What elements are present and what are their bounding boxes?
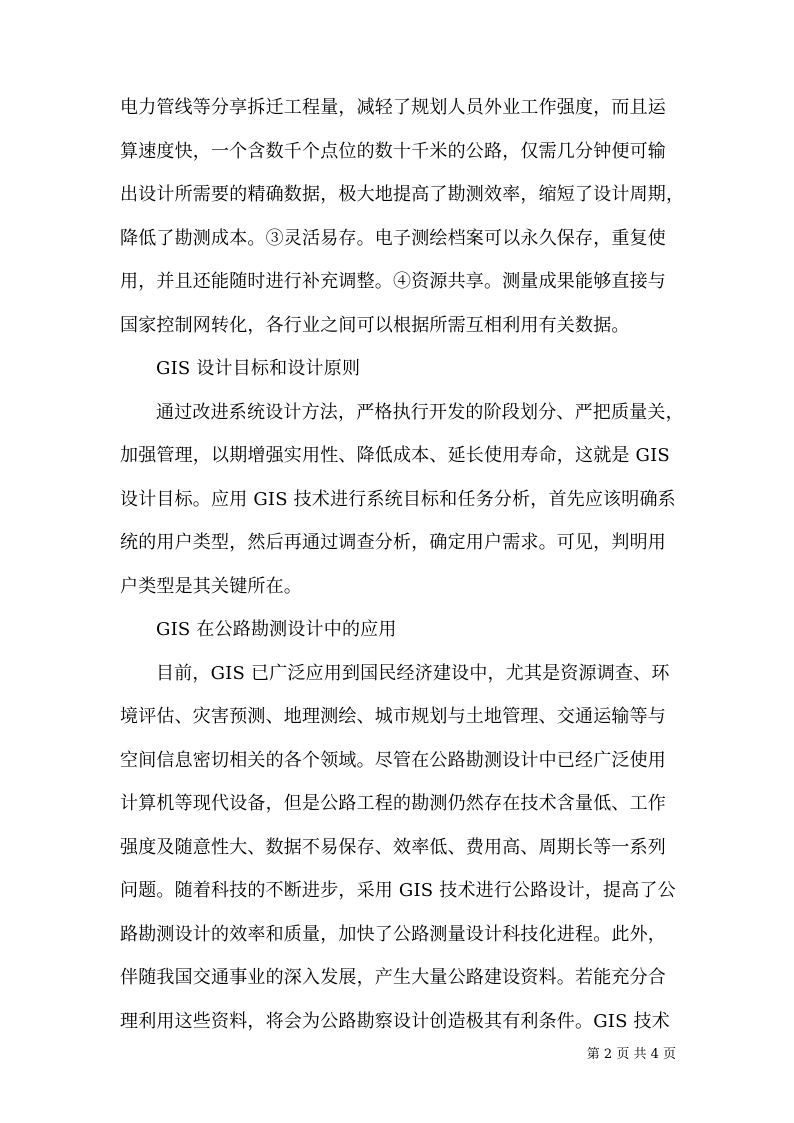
body-line-5: 用，并且还能随时进行补充调整。④资源共享。测量成果能够直接与 — [120, 271, 666, 292]
body-line-17: 计算机等现代设备，但是公路工程的勘测仍然存在技术含量低、工作 — [120, 793, 666, 814]
body-line-16: 空间信息密切相关的各个领域。尽管在公路勘测设计中已经广泛使用 — [120, 750, 666, 771]
body-line-15: 境评估、灾害预测、地理测绘、城市规划与土地管理、交通运输等与 — [120, 706, 666, 727]
body-line-6: 国家控制网转化，各行业之间可以根据所需互相利用有关数据。 — [120, 315, 630, 336]
body-line-8: 通过改进系统设计方法，严格执行开发的阶段划分、严把质量关， — [156, 402, 684, 423]
body-line-11: 统的用户类型，然后再通过调查分析，确定用户需求。可见，判明用 — [120, 532, 666, 553]
body-line-14: 目前，GIS 已广泛应用到国民经济建设中，尤其是资源调查、环 — [156, 663, 670, 684]
body-line-4: 降低了勘测成本。③灵活易存。电子测绘档案可以永久保存，重复使 — [120, 228, 666, 249]
body-line-2: 算速度快，一个含数千个点位的数十千米的公路，仅需几分钟便可输 — [120, 141, 666, 162]
body-line-12: 户类型是其关键所在。 — [120, 576, 302, 597]
body-line-20: 路勘测设计的效率和质量，加快了公路测量设计科技化进程。此外， — [120, 924, 666, 945]
body-line-22: 理利用这些资料，将会为公路勘察设计创造极其有利条件。GIS 技术 — [120, 1011, 670, 1032]
page-number-footer: 第 2 页 共 4 页 — [586, 1047, 676, 1062]
body-line-3: 出设计所需要的精确数据，极大地提高了勘测效率，缩短了设计周期， — [120, 184, 685, 205]
section-heading-gis-design-goals: GIS 设计目标和设计原则 — [156, 358, 361, 379]
body-line-10: 设计目标。应用 GIS 技术进行系统目标和任务分析，首先应该明确系 — [120, 489, 676, 510]
body-line-19: 问题。随着科技的不断进步，采用 GIS 技术进行公路设计，提高了公 — [120, 880, 676, 901]
body-line-9: 加强管理，以期增强实用性、降低成本、延长使用寿命，这就是 GIS — [120, 445, 670, 466]
section-heading-gis-application: GIS 在公路勘测设计中的应用 — [156, 619, 397, 640]
body-line-21: 伴随我国交通事业的深入发展，产生大量公路建设资料。若能充分合 — [120, 967, 666, 988]
body-line-1: 电力管线等分享拆迁工程量，减轻了规划人员外业工作强度，而且运 — [120, 97, 666, 118]
body-line-18: 强度及随意性大、数据不易保存、效率低、费用高、周期长等一系列 — [120, 837, 666, 858]
